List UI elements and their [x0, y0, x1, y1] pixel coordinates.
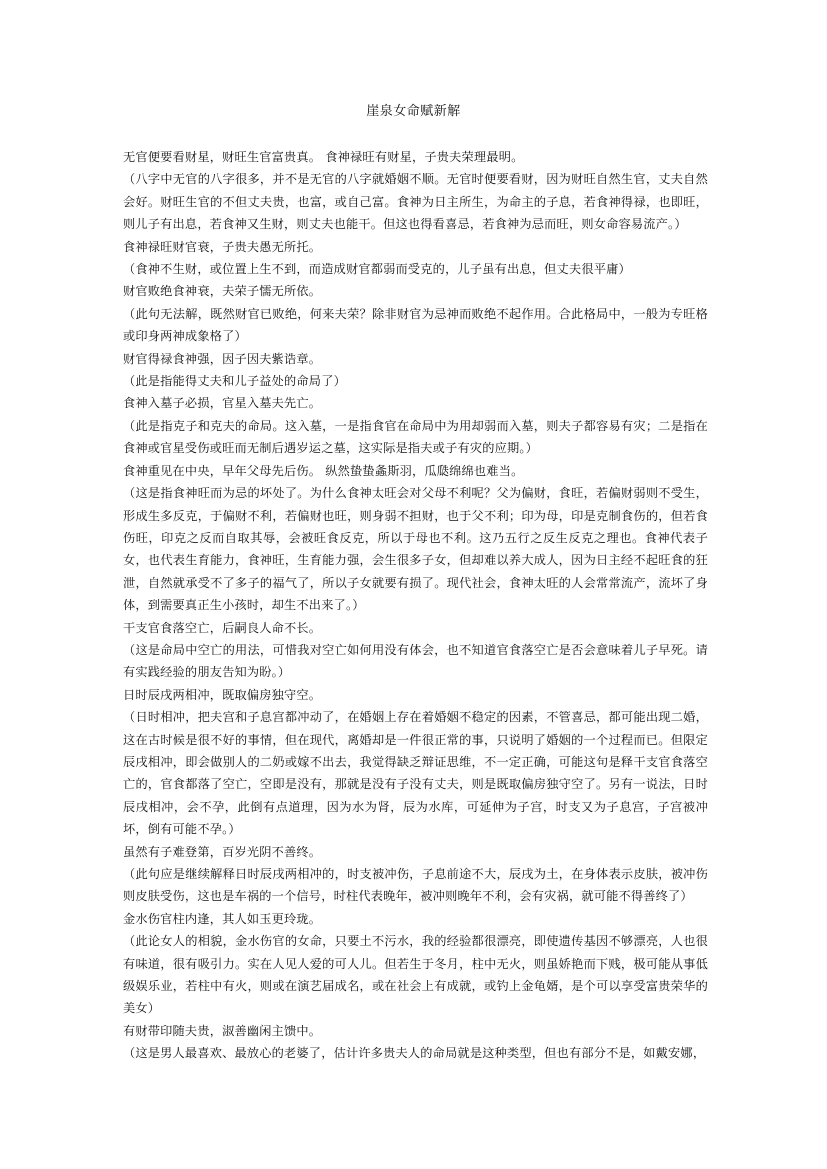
text-paragraph: （这是指食神旺而为忌的坏处了。为什么食神太旺会对父母不利呢？父为偏财，食旺，若偏财弱则不受生，形成生多反克，于偏财不利，若偏财也旺，则身弱不担财，也于父不利；印为母，印是克制食伤的，但若食伤旺，印克之反而自取其辱，会被旺食反克，所以于母也不利。这乃五行之反生反克之理也。食神代表子女，也代表生育能力，食神旺，生育能力强，会生很多子女，但却难以养大成人，因为日主经不起旺食的狂泄，自然就承受不了多子的福气了，所以子女就要有损了。现代社会，食神太旺的人会常常流产，流坏了身体，到需要真正生小孩时，却生不出来了。） — [123, 486, 708, 613]
text-paragraph: （此论女人的相貌，金水伤官的女命，只要土不污水，我的经验都很漂亮，即使遗传基因不够漂亮，人也很有味道，很有吸引力。实在人见人爱的可人儿。但若生于冬月，柱中无火，则虽娇艳而下贱，极可能从事低级娱乐业，若柱中有火，则或在演艺届成名，或在社会上有成就，或钓上金龟婿，是个可以享受富贵荣华的美女） — [123, 934, 708, 1016]
text-line: 有财带印随夫贵，淑善幽闲主馈中。 — [123, 1023, 322, 1038]
text-line: 财官得禄食神强，因子因夫紫诰章。 — [123, 351, 322, 366]
text-paragraph: （此句无法解，既然财官已败绝，何来夫荣？除非财官为忌神而败绝不起作用。合此格局中，一般为专旺格或印身两神成象格了） — [123, 306, 708, 344]
text-line: 食神入墓子必损，官星入墓夫先亡。 — [123, 396, 322, 411]
text-paragraph: （这是命局中空亡的用法，可惜我对空亡如何用没有体会，也不知道官食落空亡是否会意味着儿子早死。请有实践经验的朋友告知为盼。） — [123, 642, 708, 680]
text-line: 无官便要看财星，财旺生官富贵真。 食神禄旺有财星，子贵夫荣理最明。 — [123, 150, 524, 164]
text-paragraph: （此句应是继续解释日时辰戌两相冲的，时支被冲伤，子息前途不大，辰戌为土，在身体表示皮肤，被冲伤则皮肤受伤，这也是车祸的一个信号，时柱代表晚年，被冲则晚年不利，会有灾祸，就可能不得善终了） — [123, 867, 708, 904]
text-line: 食神重见在中央，早年父母先后伤。 纵然蛰蛰螽斯羽，瓜瓞绵绵也难当。 — [123, 463, 524, 478]
text-line: 食神禄旺财官衰，子贵夫愚无所托。 — [123, 239, 322, 254]
document-body — [123, 146, 708, 1065]
text-line: 金水伤官柱内逢，其人如玉更玲珑。 — [123, 911, 322, 926]
text-paragraph: （八字中无官的八字很多，并不是无官的八字就婚姻不顺。无官时便要看财，因为财旺自然生官，丈夫自然会好。财旺生官的不但丈夫贵，也富，或自己富。食神为日主所生，为命主的子息，若食神得禄，也即旺，则儿子有出息，若食神又生财，则丈夫也能干。但这也得看喜忌，若食神为忌而旺，则女命容易流产。） — [123, 172, 708, 232]
text-paragraph: （这是男人最喜欢、最放心的老婆了，估计许多贵夫人的命局就是这种类型，但也有部分不是，如戴安娜， — [123, 1046, 706, 1061]
text-line: 日时辰戌两相冲，既取偏房独守空。 — [123, 687, 322, 702]
text-line: 干支官食落空亡，后嗣良人命不长。 — [123, 620, 322, 635]
document-title: 崖泉女命赋新解 — [366, 104, 461, 119]
text-paragraph: （此是指克子和克夫的命局。这入墓，一是指食官在命局中为用却弱而入墓，则夫子都容易有灾；二是指在食神或官星受伤或旺而无制后遇岁运之墓，这实际是指夫或子有灾的应期。） — [123, 418, 708, 456]
text-paragraph: （食神不生财，或位置上生不到，而造成财官都弱而受克的，儿子虽有出息，但丈夫很平庸） — [123, 262, 631, 277]
text-line: 虽然有子难登第，百岁光阴不善终。 — [123, 844, 322, 859]
text-paragraph: （此是指能得丈夫和儿子益处的命局了） — [123, 374, 346, 389]
text-line: 财官败绝食神衰，夫荣子懦无所依。 — [123, 284, 322, 299]
text-paragraph: （日时相冲，把夫宫和子息宫都冲动了，在婚姻上存在着婚姻不稳定的因素，不管喜忌，都可能出现二婚，这在古时候是很不好的事情，但在现代，离婚却是一件很正常的事，只说明了婚姻的一个过程而已。但限定辰戌相冲，即会做别人的二奶或嫁不出去，我觉得缺乏辩证思维，不一定正确，可能这句是释干支官食落空亡的，官食都落了空亡，空即是没有，那就是没有子没有丈夫，则是既取偏房独守空了。另有一说法，日时辰戌相冲，会不孕，此倒有点道理，因为水为肾，辰为水库，可延伸为子宫，时支又为子息宫，子宫被冲坏，倒有可能不孕。） — [123, 710, 708, 837]
